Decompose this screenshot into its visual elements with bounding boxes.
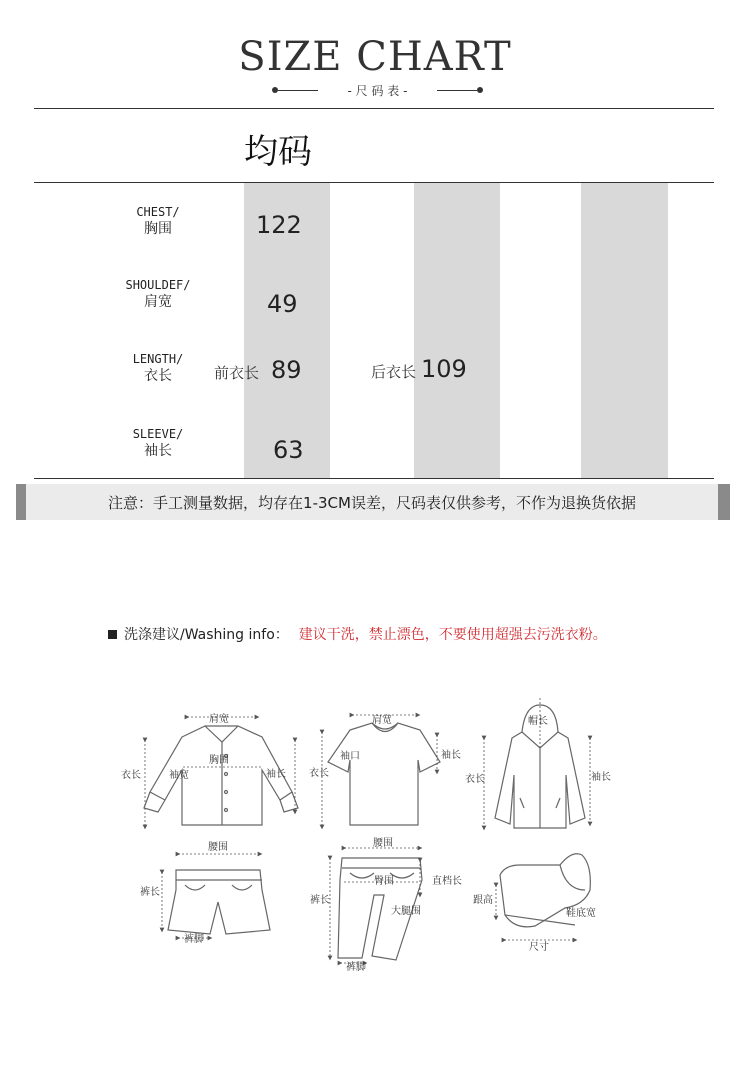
empty-column-band [414,183,500,478]
measurement-diagrams [0,690,750,980]
shirt-sleeve-label: 袖长 [266,769,286,780]
shirt-shoulder-label: 肩宽 [209,714,229,725]
shorts-waist-label: 腰围 [208,842,228,853]
hoodie-length-label: 衣长 [465,774,485,785]
table-bottom-rule [34,478,714,479]
page-subtitle [270,82,485,98]
subtitle-right-dot [477,87,483,93]
shoe-heel-label: 跟高 [473,895,493,906]
pants-rise-label: 直档长 [432,876,462,887]
pants-waist-label: 腰围 [373,838,393,849]
shirt-chest-label: 胸围 [209,755,229,766]
pants-hip-label: 臀围 [374,876,394,887]
pants-hem-label: 裤脚 [346,962,366,973]
chest-value: 122 [256,211,302,239]
sleeve-value: 63 [273,436,304,464]
front-length-label: 前衣长 [214,364,260,382]
subtitle-right-line [437,90,477,91]
empty-column-band [581,183,668,478]
header-divider [34,108,714,109]
shoulder-value: 49 [267,290,298,318]
row-label-length: LENGTH/ 衣长 [132,352,184,384]
tshirt-length-label: 衣长 [309,768,329,779]
tshirt-cuff-label: 袖口 [340,751,360,762]
shorts-length-label: 裤长 [140,887,160,898]
shorts-hem-label: 裤脚 [184,934,204,945]
back-length-value: 109 [421,355,467,383]
front-length-value: 89 [271,356,302,384]
washing-label: 洗涤建议/Washing info： [124,627,289,643]
page-title: SIZE CHART [238,34,512,80]
shoe-size-label: 尺寸 [529,942,549,953]
row-label-shoulder: SHOULDEF/ 肩宽 [125,278,191,310]
pants-length-label: 裤长 [310,895,330,906]
square-bullet-icon [108,630,117,639]
back-length-label: 后衣长 [371,363,417,381]
washing-info [108,624,607,644]
row-label-chest: CHEST/ 胸围 [136,205,180,237]
tshirt-sleeve-label: 袖长 [441,750,461,761]
shorts-diagram-icon [168,870,270,934]
hoodie-sleeve-label: 袖长 [591,772,611,783]
shoe-width-label: 鞋底宽 [566,908,596,919]
disclaimer-note: 注意：手工测量数据，均存在1-3CM误差，尺码表仅供参考，不作为退换货依据 [108,494,636,512]
subtitle-text: - 尺 码 表 - [347,84,408,98]
tshirt-shoulder-label: 肩宽 [372,715,392,726]
size-column-header: 均码 [244,132,312,172]
shirt-sleeve-width-label: 袖宽 [169,770,189,781]
shirt-length-label: 衣长 [121,770,141,781]
washing-advice: 建议干洗，禁止漂色，不要使用超强去污洗衣粉。 [298,627,607,643]
tshirt-diagram-icon [328,723,440,825]
pants-thigh-label: 大腿围 [391,906,421,917]
row-label-sleeve: SLEEVE/ 袖长 [132,427,184,459]
hoodie-hat-label: 帽长 [528,716,548,727]
